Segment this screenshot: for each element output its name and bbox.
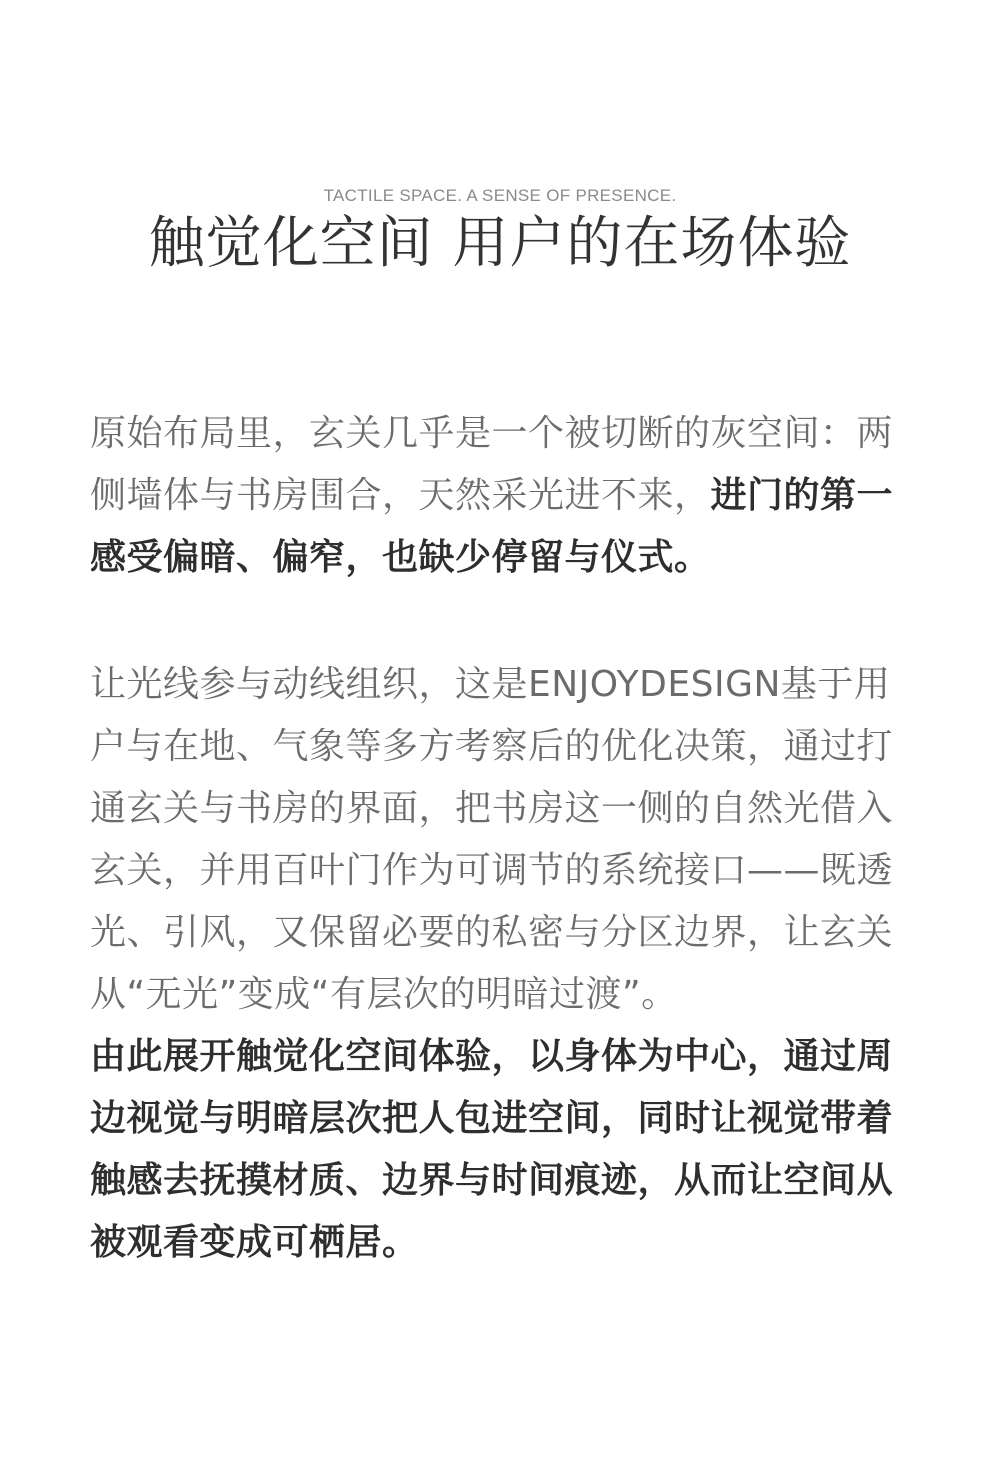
paragraph-design-emphasis: 由此展开触觉化空间体验，以身体为中心，通过周边视觉与明暗层次把人包进空间，同时让视觉带着触感去抚摸材质、边界与时间痕迹，从而让空间从被观看变成可栖居。 xyxy=(90,1036,894,1263)
section-subtitle: TACTILE SPACE. A SENSE OF PRESENCE. xyxy=(323,186,677,205)
paragraph-design xyxy=(90,654,910,1274)
paragraph-intro xyxy=(90,403,910,589)
paragraph-intro-emphasis: 进门的第一感受偏暗、偏窄，也缺少停留与仪式。 xyxy=(90,475,894,578)
paragraph-design-text: 让光线参与动线组织，这是ENJOYDESIGN基于用户与在地、气象等多方考察后的优化决策，通过打通玄关与书房的界面，把书房这一侧的自然光借入玄关，并用百叶门作为可调节的系统接口——既透光、引风，又保留必要的私密与分区边界，让玄关从“无光”变成“有层次的明暗过渡”。 xyxy=(90,664,894,1015)
section-title: 触觉化空间 用户的在场体验 xyxy=(148,211,852,276)
paragraph-intro-text: 原始布局里，玄关几乎是一个被切断的灰空间：两侧墙体与书房围合，天然采光进不来， xyxy=(90,413,894,516)
